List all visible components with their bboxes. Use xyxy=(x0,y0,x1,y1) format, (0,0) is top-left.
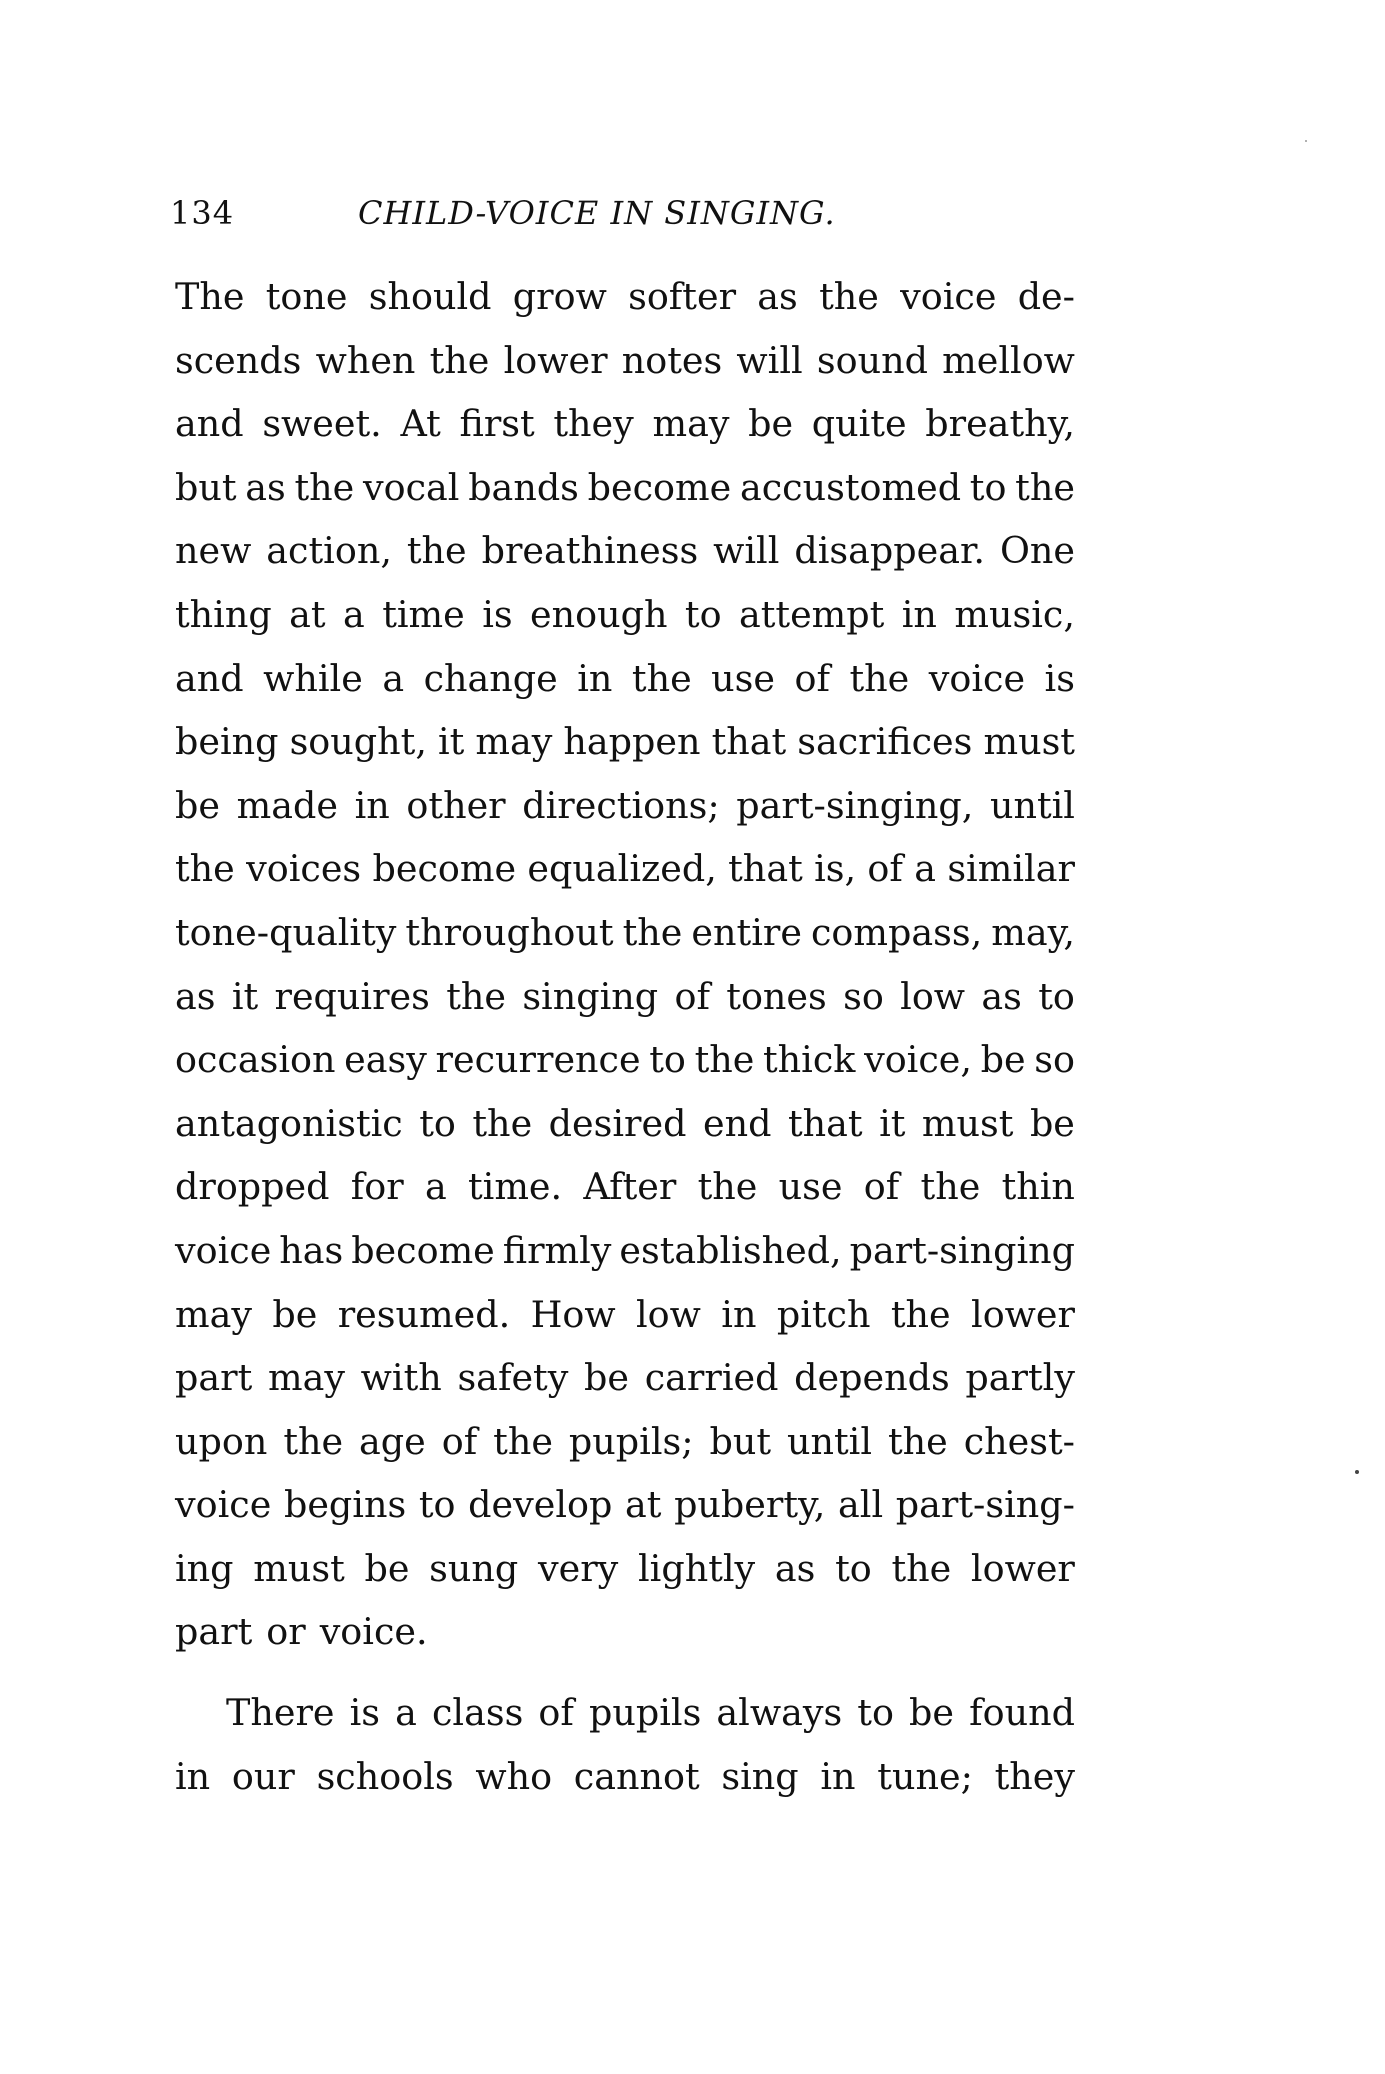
word: our xyxy=(231,1754,295,1798)
word: the xyxy=(819,275,879,318)
word: lower xyxy=(971,1292,1075,1336)
word: the xyxy=(283,1419,344,1463)
word: begins xyxy=(283,1483,407,1527)
word: partly xyxy=(965,1356,1075,1400)
word: to xyxy=(1038,974,1075,1018)
word: while xyxy=(263,656,363,700)
word: quite xyxy=(811,402,907,446)
word: disappear. xyxy=(794,529,986,573)
scan-speck xyxy=(1305,140,1307,142)
word: it xyxy=(879,1101,906,1145)
word: the xyxy=(631,656,692,700)
word: pupils xyxy=(588,1691,702,1735)
text-line xyxy=(175,1745,1075,1809)
word: as xyxy=(981,974,1022,1018)
word: sought, xyxy=(289,720,427,764)
word: be xyxy=(909,1691,955,1735)
text-line xyxy=(175,774,1075,838)
word: bands xyxy=(468,465,579,509)
word: sweet. xyxy=(262,402,382,446)
word: of xyxy=(794,656,830,700)
text-line xyxy=(175,1537,1075,1601)
word: is, xyxy=(814,847,857,891)
word: found xyxy=(969,1691,1075,1735)
word: attempt xyxy=(738,592,885,636)
word: similar xyxy=(947,847,1075,891)
page-number: 134 xyxy=(170,194,235,232)
word: lower xyxy=(503,338,608,382)
word: the xyxy=(1015,465,1075,509)
text-line xyxy=(175,519,1075,583)
word: the xyxy=(175,847,235,891)
word: use xyxy=(778,1165,843,1209)
word: music, xyxy=(954,592,1075,636)
word: part xyxy=(175,1356,253,1400)
word: be xyxy=(364,1546,410,1590)
word: become xyxy=(351,1228,495,1272)
text-line xyxy=(175,901,1075,965)
word: the xyxy=(887,1419,948,1463)
word: sung xyxy=(429,1546,519,1590)
word: voices xyxy=(246,847,362,891)
text-line xyxy=(175,1600,1075,1664)
word: part-singing, xyxy=(736,783,974,827)
word: singing xyxy=(522,974,659,1018)
text-line xyxy=(175,392,1075,456)
word: tone-quality xyxy=(175,910,397,954)
word: it xyxy=(231,974,259,1018)
word: until xyxy=(786,1419,873,1463)
word: will xyxy=(736,338,803,382)
word: recurrence xyxy=(435,1038,641,1082)
word: sound xyxy=(816,338,928,382)
word: The xyxy=(175,275,245,318)
body-text xyxy=(175,265,1075,1808)
word: How xyxy=(530,1292,616,1336)
word: be xyxy=(584,1356,630,1400)
word: After xyxy=(583,1165,677,1209)
word: to xyxy=(969,465,1007,509)
word: that xyxy=(711,720,787,764)
text-line xyxy=(175,837,1075,901)
word: lower xyxy=(970,1546,1075,1590)
word: the xyxy=(697,1165,758,1209)
word: tune; xyxy=(877,1754,973,1798)
word: to xyxy=(857,1691,894,1735)
word: as xyxy=(757,275,798,318)
word: as xyxy=(774,1546,816,1590)
word: to xyxy=(418,1483,456,1527)
word: pupils; xyxy=(568,1419,694,1463)
word: a xyxy=(914,847,936,891)
word: it xyxy=(437,720,465,764)
word: mellow xyxy=(942,338,1075,382)
word: thing xyxy=(175,592,272,636)
word: the xyxy=(849,656,910,700)
word: requires xyxy=(274,974,430,1018)
word: that xyxy=(787,1101,863,1145)
word: as xyxy=(175,974,216,1018)
word: in xyxy=(901,592,937,636)
word: voice xyxy=(900,275,997,318)
word: safety xyxy=(457,1356,569,1400)
word: throughout xyxy=(405,910,614,954)
word: must xyxy=(253,1546,345,1590)
word: or xyxy=(266,1610,306,1654)
word: happen xyxy=(563,720,701,764)
word: part-sing- xyxy=(895,1483,1075,1527)
word: tones xyxy=(726,974,827,1018)
word: the xyxy=(622,910,683,954)
word: time xyxy=(382,592,465,636)
word: when xyxy=(315,338,416,382)
word: to xyxy=(684,592,722,636)
word: in xyxy=(354,783,390,827)
word: the xyxy=(890,1292,951,1336)
word: notes xyxy=(621,338,723,382)
word: age xyxy=(359,1419,426,1463)
word: grow xyxy=(512,275,607,318)
word: voice xyxy=(928,656,1026,700)
word: being xyxy=(175,720,279,764)
word: of xyxy=(867,847,903,891)
word: is xyxy=(482,592,513,636)
word: voice, xyxy=(864,1038,972,1082)
word: of xyxy=(674,974,710,1018)
word: to xyxy=(649,1038,686,1082)
word: sing xyxy=(721,1754,799,1798)
word: There xyxy=(226,1691,335,1735)
word: use xyxy=(711,656,776,700)
word: upon xyxy=(175,1419,268,1463)
word: all xyxy=(838,1483,884,1527)
word: they xyxy=(553,402,634,446)
word: be xyxy=(980,1038,1026,1082)
word: and xyxy=(175,402,244,446)
word: action, xyxy=(266,529,392,573)
word: carried xyxy=(644,1356,779,1400)
word: at xyxy=(289,592,326,636)
word: chest- xyxy=(963,1419,1075,1463)
word: be xyxy=(1029,1101,1075,1145)
word: is xyxy=(349,1691,381,1735)
word: ing xyxy=(175,1546,234,1590)
word: for xyxy=(350,1165,404,1209)
word: occasion xyxy=(175,1038,336,1082)
word: always xyxy=(716,1691,843,1735)
word: low xyxy=(636,1292,701,1336)
word: in xyxy=(820,1754,856,1798)
word: directions; xyxy=(522,783,720,827)
word: scends xyxy=(175,338,302,382)
word: schools xyxy=(316,1754,454,1798)
word: to xyxy=(419,1101,456,1145)
word: the xyxy=(694,1038,755,1082)
word: antagonistic xyxy=(175,1101,403,1145)
word: voice xyxy=(175,1228,272,1272)
text-line xyxy=(175,1681,1075,1745)
word: voice. xyxy=(319,1610,428,1654)
word: must xyxy=(983,720,1075,764)
word: in xyxy=(721,1292,757,1336)
word: depends xyxy=(794,1356,950,1400)
text-line xyxy=(175,710,1075,774)
text-line xyxy=(175,965,1075,1029)
word: lightly xyxy=(637,1546,756,1590)
word: dropped xyxy=(175,1165,330,1209)
word: will xyxy=(713,529,780,573)
text-line xyxy=(175,1473,1075,1537)
word: easy xyxy=(344,1038,427,1082)
word: the xyxy=(472,1101,533,1145)
word: and xyxy=(175,656,244,700)
word: voice xyxy=(175,1483,272,1527)
word: resumed. xyxy=(337,1292,511,1336)
word: breathy, xyxy=(925,402,1075,446)
word: established, xyxy=(619,1228,842,1272)
word: time. xyxy=(467,1165,563,1209)
word: vocal xyxy=(362,465,460,509)
word: who xyxy=(475,1754,553,1798)
word: thin xyxy=(1001,1165,1075,1209)
word: of xyxy=(863,1165,900,1209)
word: compass, xyxy=(810,910,983,954)
word: is xyxy=(1044,656,1075,700)
word: may xyxy=(175,1292,252,1336)
word: class xyxy=(431,1691,524,1735)
text-line xyxy=(175,1219,1075,1283)
word: they xyxy=(994,1754,1075,1798)
word: may xyxy=(652,402,730,446)
word: as xyxy=(245,465,286,509)
word: desired xyxy=(548,1101,687,1145)
word: that xyxy=(728,847,803,891)
word: become xyxy=(587,465,732,509)
word: thick xyxy=(763,1038,856,1082)
word: breathiness xyxy=(481,529,699,573)
word: accustomed xyxy=(739,465,962,509)
word: the xyxy=(920,1165,981,1209)
word: pitch xyxy=(776,1292,871,1336)
word: of xyxy=(538,1691,574,1735)
word: equalized, xyxy=(527,847,717,891)
word: to xyxy=(835,1546,872,1590)
text-line xyxy=(175,1283,1075,1347)
running-title: CHILD-VOICE IN SINGING. xyxy=(358,194,836,232)
text-line xyxy=(175,1346,1075,1410)
word: the xyxy=(406,529,467,573)
word: the xyxy=(446,974,506,1018)
word: a xyxy=(382,656,405,700)
text-line xyxy=(175,1155,1075,1219)
word: entire xyxy=(691,910,802,954)
word: but xyxy=(175,465,237,509)
word: very xyxy=(537,1546,619,1590)
word: end xyxy=(702,1101,772,1145)
word: de- xyxy=(1017,275,1075,318)
word: until xyxy=(989,783,1075,827)
word: must xyxy=(921,1101,1014,1145)
word: tone xyxy=(265,275,348,318)
word: One xyxy=(999,529,1075,573)
word: cannot xyxy=(573,1754,700,1798)
word: other xyxy=(406,783,506,827)
page-header xyxy=(170,188,1070,238)
word: be xyxy=(175,783,220,827)
word: the xyxy=(891,1546,952,1590)
word: softer xyxy=(628,275,737,318)
text-line xyxy=(175,456,1075,520)
word: with xyxy=(360,1356,442,1400)
word: part-singing xyxy=(849,1228,1075,1272)
word: may xyxy=(475,720,553,764)
word: low xyxy=(900,974,966,1018)
word: has xyxy=(279,1228,344,1272)
word: puberty, xyxy=(674,1483,826,1527)
word: new xyxy=(175,529,252,573)
text-line xyxy=(175,647,1075,711)
word: enough xyxy=(530,592,668,636)
word: in xyxy=(577,656,613,700)
word: develop xyxy=(468,1483,613,1527)
paragraph xyxy=(175,265,1075,1664)
word: a xyxy=(343,592,365,636)
word: but xyxy=(709,1419,772,1463)
word: the xyxy=(493,1419,553,1463)
paragraph xyxy=(175,1681,1075,1808)
word: first xyxy=(459,402,535,446)
word: the xyxy=(294,465,355,509)
word: may, xyxy=(991,910,1075,954)
word: a xyxy=(424,1165,447,1209)
word: firmly xyxy=(502,1228,612,1272)
text-line xyxy=(175,1028,1075,1092)
word: so xyxy=(843,974,884,1018)
word: At xyxy=(400,402,441,446)
word: at xyxy=(624,1483,662,1527)
word: in xyxy=(175,1754,211,1798)
text-line xyxy=(175,1092,1075,1156)
word: so xyxy=(1034,1038,1075,1082)
text-line xyxy=(175,329,1075,393)
word: should xyxy=(368,275,492,318)
text-line xyxy=(175,265,1075,329)
word: part xyxy=(175,1610,253,1654)
word: may xyxy=(267,1356,345,1400)
word: of xyxy=(441,1419,478,1463)
word: sacrifices xyxy=(797,720,973,764)
word: change xyxy=(423,656,558,700)
text-line xyxy=(175,583,1075,647)
text-line xyxy=(175,1410,1075,1474)
word: become xyxy=(372,847,517,891)
word: made xyxy=(236,783,338,827)
word: be xyxy=(272,1292,318,1336)
word: be xyxy=(748,402,794,446)
word: the xyxy=(429,338,490,382)
word: a xyxy=(395,1691,417,1735)
scan-speck xyxy=(1355,1470,1359,1474)
